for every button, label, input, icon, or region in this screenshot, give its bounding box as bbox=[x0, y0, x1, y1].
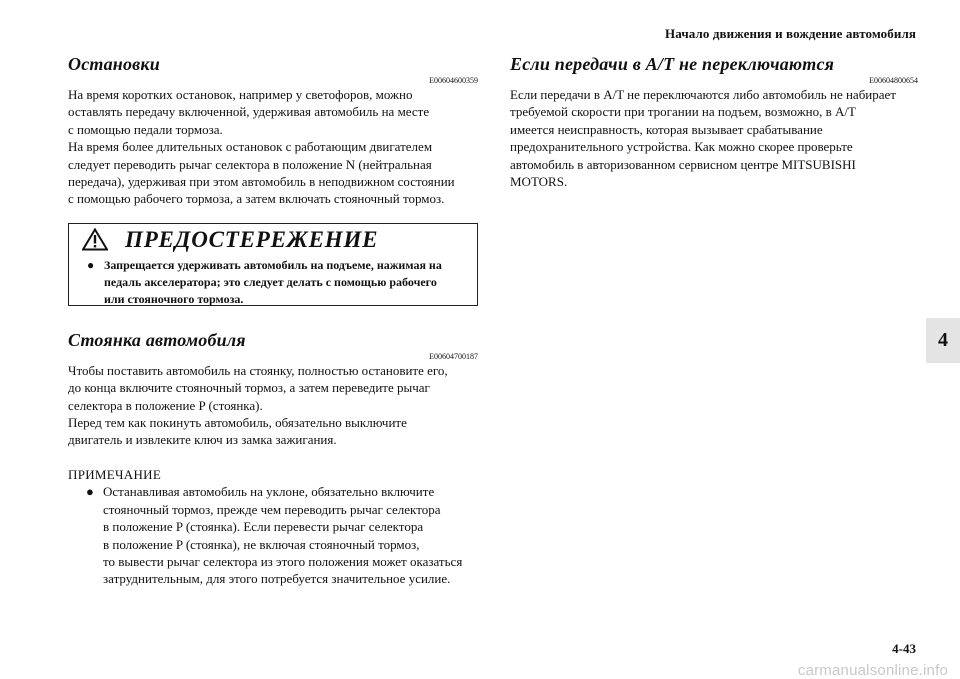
section-code-gear-shift: E00604800654 bbox=[869, 76, 918, 85]
note-text: Останавливая автомобиль на уклоне, обязательно включите стояночный тормоз, прежде чем переводить рычаг селектора в положение P (стоянка). Если перевести рычаг селектора в положение P (стоянка), не включая стояночный тормоз, то вывести рычаг селектора из этого положения может оказаться затруднительным, для этого потребуется значительное усилие. bbox=[103, 484, 463, 587]
warning-item bbox=[87, 257, 477, 309]
paragraph-stops: На время коротких остановок, например у светофоров, можно оставлять передачу включенной, удерживая автомобиль на месте с помощью педали тормоза. На время более длительных остановок с работающим двигателем следует переводить рычаг селектора в положение N (нейтральная передача), удерживая при этом автомобиль в неподвижном состоянии с помощью рабочего тормоза, а затем включать стояночный тормоз. bbox=[68, 87, 455, 207]
section-title-parking: Стоянка автомобиля bbox=[68, 329, 246, 350]
paragraph-parking: Чтобы поставить автомобиль на стоянку, полностью остановите его, до конца включите стояночный тормоз, а затем переведите рычаг селектора в положение P (стоянка). Перед тем как покинуть автомобиль, обязательно выключите двигатель и извлеките ключ из замка зажигания. bbox=[68, 362, 448, 448]
warning-triangle-icon bbox=[82, 228, 108, 251]
section-code-stops: E00604600359 bbox=[429, 76, 478, 85]
bullet-icon: ● bbox=[86, 484, 94, 500]
warning-header bbox=[69, 224, 477, 256]
bullet-icon: ● bbox=[87, 257, 95, 272]
left-column bbox=[68, 53, 478, 588]
section-parking bbox=[68, 329, 478, 449]
section-title-stops: Остановки bbox=[68, 54, 160, 74]
section-code-parking: E00604700187 bbox=[429, 351, 478, 361]
note-label: ПРИМЕЧАНИЕ bbox=[68, 466, 162, 482]
page-number: 4-43 bbox=[892, 641, 916, 656]
running-header: Начало движения и вождение автомобиля bbox=[665, 26, 916, 41]
watermark: carmanualsonline.info bbox=[797, 662, 948, 679]
paragraph-gear-shift: Если передачи в A/T не переключаются либо автомобиль не набирает требуемой скорости при трогании на подъем, возможно, в A/T имеется неисправность, которая вызывает срабатывание предохранительного устройства. Как можно скорее проверьте автомобиль в авторизованном сервисном центре MITSUBISHI MOTORS. bbox=[510, 87, 896, 190]
warning-text: Запрещается удерживать автомобиль на подъеме, нажимая на педаль акселератора; это следует делать с помощью рабочего или стояночного тормоза. bbox=[104, 257, 442, 307]
section-gear-shift bbox=[510, 53, 918, 190]
chapter-tab: 4 bbox=[926, 318, 960, 363]
section-title-gear-shift: Если передачи в A/T не переключаются bbox=[510, 54, 835, 74]
note-item bbox=[86, 483, 478, 587]
section-stops bbox=[68, 53, 478, 208]
warning-title: ПРЕДОСТЕРЕЖЕНИЕ bbox=[125, 226, 379, 252]
right-column bbox=[510, 53, 918, 190]
warning-box bbox=[68, 223, 478, 306]
